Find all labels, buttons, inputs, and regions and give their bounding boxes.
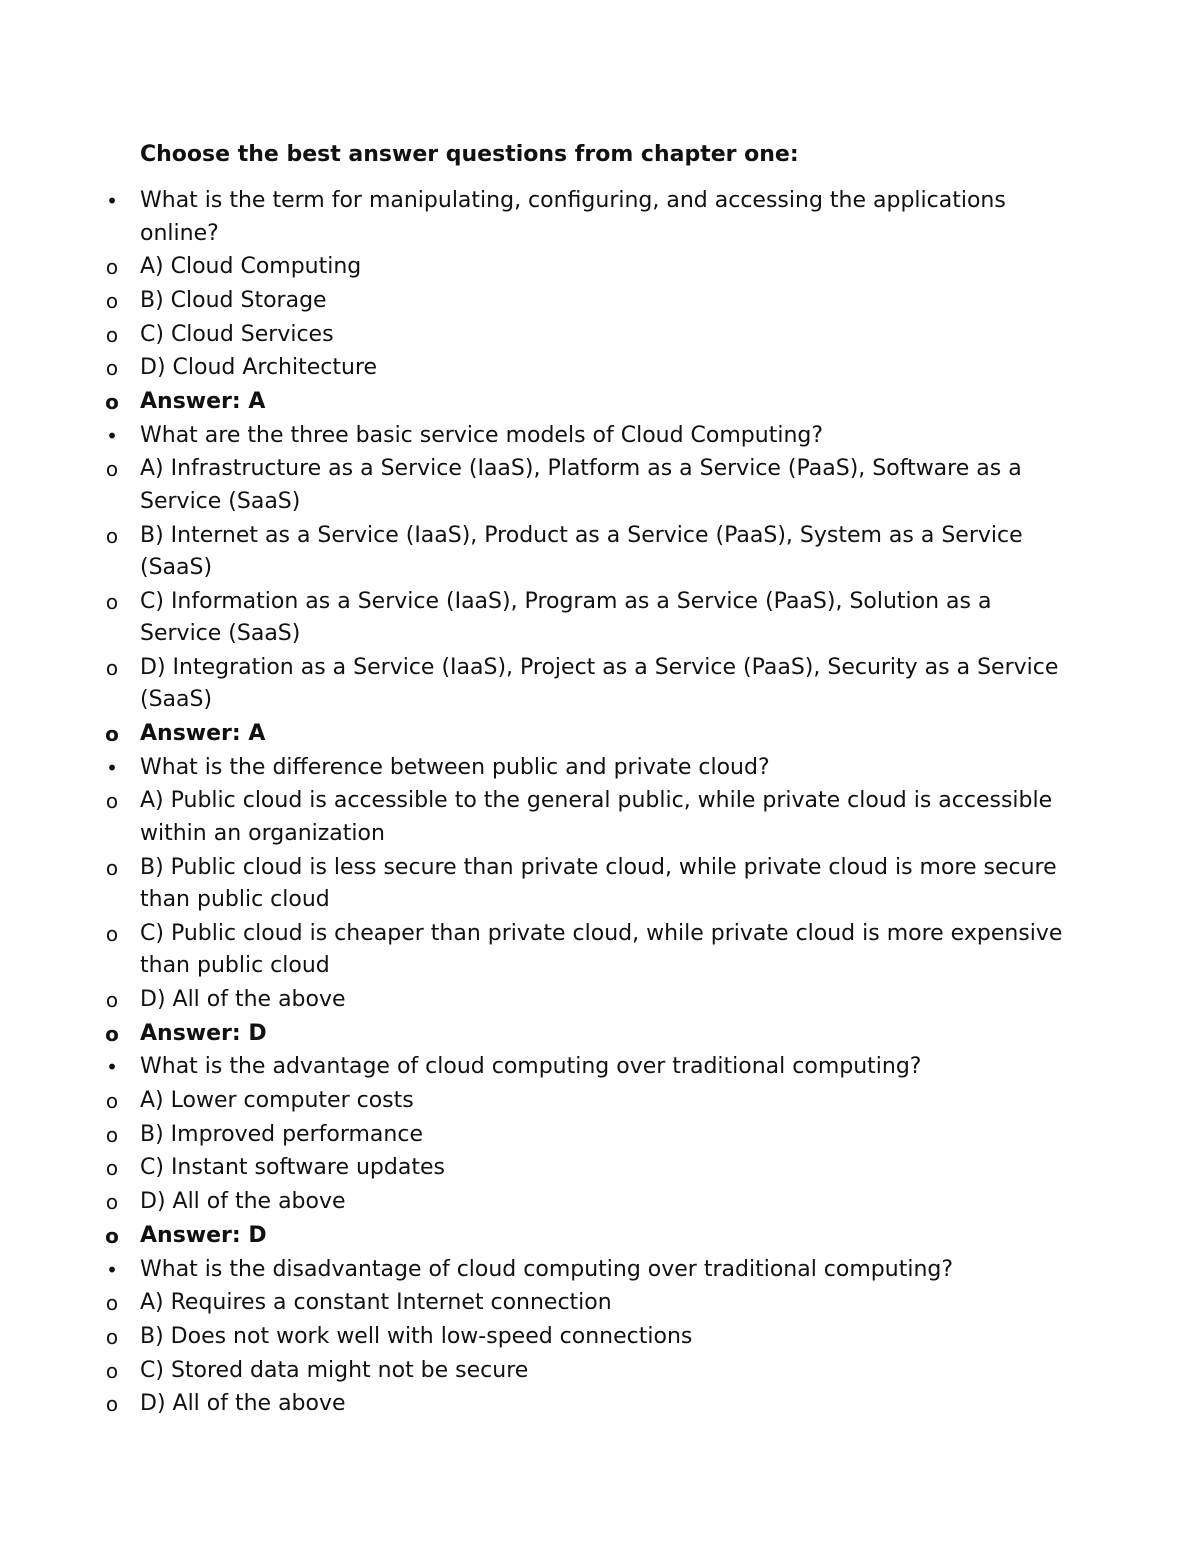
option-item: [0, 586, 1200, 651]
option-text: B) Internet as a Service (IaaS), Product as a Service (PaaS), System as a Service (SaaS): [140, 522, 1023, 580]
circle-bullet-icon: o: [105, 322, 119, 347]
circle-bullet-icon: o: [105, 1156, 119, 1181]
answer-item: [0, 1220, 1200, 1253]
option-item: [0, 852, 1200, 917]
option-text: C) Cloud Services: [140, 321, 334, 347]
circle-bullet-icon: o: [105, 457, 119, 482]
circle-bullet-icon: o: [105, 1021, 119, 1046]
option-text: B) Improved performance: [140, 1121, 423, 1147]
circle-bullet-icon: o: [105, 288, 119, 313]
bullet-icon: •: [106, 1055, 118, 1080]
option-text: A) Requires a constant Internet connection: [140, 1290, 612, 1316]
option-text: C) Information as a Service (IaaS), Program as a Service (PaaS), Solution as a Service (SaaS): [140, 588, 992, 647]
question-item: [0, 752, 1200, 785]
option-text: D) All of the above: [140, 1391, 346, 1417]
question-text: What is the advantage of cloud computing over traditional computing?: [140, 1054, 922, 1080]
answer-item: [0, 718, 1200, 751]
question-text: What is the difference between public and private cloud?: [140, 754, 770, 780]
circle-bullet-icon: o: [105, 589, 119, 614]
option-item: [0, 352, 1200, 385]
question-text: What is the disadvantage of cloud computing over traditional computing?: [140, 1256, 954, 1282]
option-item: [0, 251, 1200, 284]
circle-bullet-icon: o: [105, 1190, 119, 1215]
circle-bullet-icon: o: [105, 655, 119, 680]
answer-item: [0, 1018, 1200, 1051]
page-heading: Choose the best answer questions from chapter one:: [140, 142, 799, 167]
option-text: C) Public cloud is cheaper than private cloud, while private cloud is more expensive than public cloud: [140, 920, 1063, 979]
option-item: [0, 652, 1200, 717]
option-text: D) Integration as a Service (IaaS), Project as a Service (PaaS), Security as a Service (SaaS): [140, 654, 1059, 713]
circle-bullet-icon: o: [105, 356, 119, 381]
bullet-icon: •: [106, 1257, 118, 1282]
answer-item: [0, 386, 1200, 419]
option-item: [0, 1287, 1200, 1320]
option-item: [0, 1152, 1200, 1185]
option-text: D) All of the above: [140, 987, 346, 1012]
circle-bullet-icon: o: [105, 1392, 119, 1417]
option-text: B) Does not work well with low-speed connections: [140, 1323, 693, 1349]
option-item: [0, 1321, 1200, 1354]
option-text: C) Stored data might not be secure: [140, 1357, 529, 1383]
option-text: A) Public cloud is accessible to the general public, while private cloud is accessible within an organization: [140, 788, 1053, 846]
circle-bullet-icon: o: [105, 921, 119, 946]
option-item: [0, 1119, 1200, 1152]
answer-text: Answer: A: [140, 721, 266, 747]
question-text: What is the term for manipulating, configuring, and accessing the applications online?: [140, 188, 1006, 246]
circle-bullet-icon: o: [105, 1291, 119, 1316]
answer-text: Answer: D: [140, 1222, 267, 1248]
option-item: [0, 319, 1200, 352]
circle-bullet-icon: o: [105, 855, 119, 880]
circle-bullet-icon: o: [105, 1223, 119, 1248]
option-item: [0, 453, 1200, 518]
answer-text: Answer: A: [140, 388, 266, 414]
circle-bullet-icon: o: [105, 1324, 119, 1349]
question-list: [0, 185, 1200, 1421]
option-item: [0, 918, 1200, 983]
bullet-icon: •: [106, 189, 118, 213]
question-text: What are the three basic service models of Cloud Computing?: [140, 422, 824, 448]
option-item: [0, 285, 1200, 318]
option-item: [0, 1355, 1200, 1388]
circle-bullet-icon: o: [105, 1122, 119, 1147]
question-item: [0, 420, 1200, 453]
option-item: [0, 520, 1200, 585]
option-item: [0, 785, 1200, 850]
option-text: A) Lower computer costs: [140, 1088, 414, 1114]
option-text: A) Cloud Computing: [140, 254, 362, 280]
question-item: [0, 1051, 1200, 1084]
option-item: [0, 984, 1200, 1017]
circle-bullet-icon: o: [105, 523, 119, 548]
option-item: [0, 1186, 1200, 1219]
option-text: D) Cloud Architecture: [140, 355, 378, 381]
bullet-icon: •: [106, 755, 118, 780]
option-text: B) Public cloud is less secure than private cloud, while private cloud is more secure than public cloud: [140, 854, 1057, 913]
option-text: C) Instant software updates: [140, 1155, 445, 1181]
circle-bullet-icon: o: [105, 988, 119, 1012]
option-item: [0, 1388, 1200, 1421]
question-item: [0, 1254, 1200, 1287]
answer-text: Answer: D: [140, 1020, 267, 1046]
option-text: D) All of the above: [140, 1189, 346, 1215]
option-item: [0, 1085, 1200, 1118]
question-item: [0, 185, 1200, 250]
option-text: B) Cloud Storage: [140, 287, 327, 313]
option-text: A) Infrastructure as a Service (IaaS), Platform as a Service (PaaS), Software as a Service (SaaS): [140, 456, 1022, 514]
bullet-icon: •: [106, 423, 118, 448]
circle-bullet-icon: o: [105, 255, 119, 280]
circle-bullet-icon: o: [105, 389, 119, 414]
circle-bullet-icon: o: [105, 722, 119, 747]
circle-bullet-icon: o: [105, 1358, 119, 1383]
circle-bullet-icon: o: [105, 1089, 119, 1114]
circle-bullet-icon: o: [105, 789, 119, 814]
